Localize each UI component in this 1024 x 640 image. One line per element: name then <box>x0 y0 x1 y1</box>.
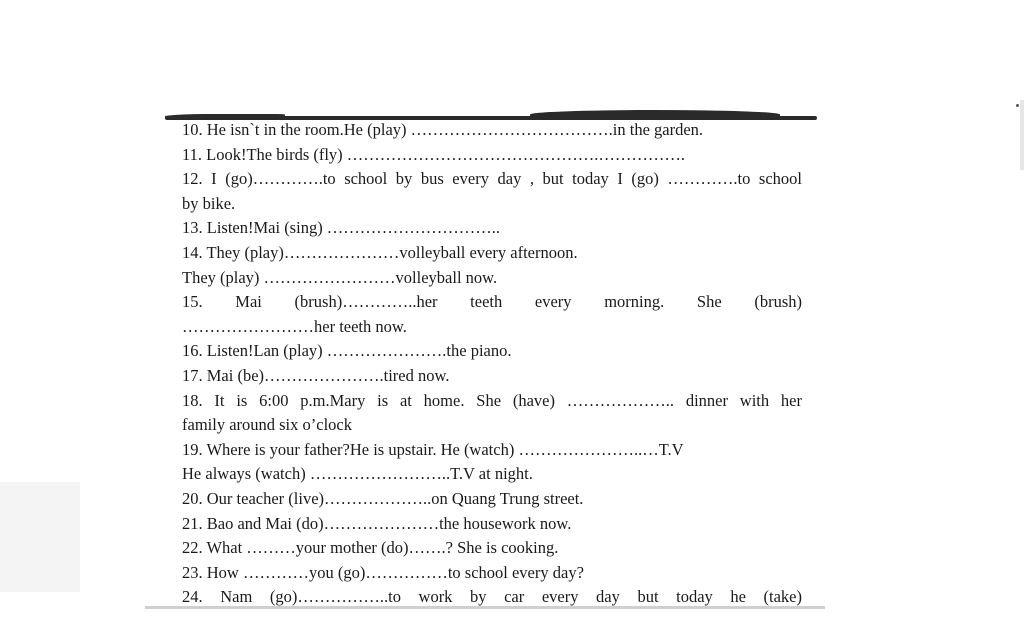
exercise-line: by bike. <box>182 193 236 213</box>
exercise-line: 12. I (go)………….to school by bus every day , but today I (go) ………….to school <box>182 169 802 189</box>
scan-edge-mark <box>1020 100 1024 170</box>
scan-dot <box>1016 104 1019 107</box>
exercise-line: 16. Listen!Lan (play) ………………….the piano. <box>182 341 512 361</box>
exercise-line: 19. Where is your father?He is upstair. He (watch) …………………..…T.V <box>182 439 684 459</box>
exercise-line: 10. He isn`t in the room.He (play) ……………………………….in the garden. <box>182 120 704 139</box>
exercise-line: ……………………her teeth now. <box>182 316 407 336</box>
exercise-line: They (play) ……………………volleyball now. <box>182 267 498 287</box>
exercise-line: 23. How …………you (go)……………to school every day? <box>182 562 584 582</box>
exercise-line: family around six o’clock <box>182 415 352 435</box>
scan-smudge <box>0 482 80 592</box>
exercise-line: 24. Nam (go)……………..to work by car every day but today he (take) <box>182 587 802 607</box>
exercise-line: 17. Mai (be)………………….tired now. <box>182 365 450 385</box>
exercise-line: 11. Look!The birds (fly) ……………………………………….……………. <box>182 144 686 164</box>
exercise-line: 15. Mai (brush)…………..her teeth every morning. She (brush) <box>182 292 802 312</box>
exercise-line: 14. They (play)…………………volleyball every afternoon. <box>182 242 578 262</box>
bottom-rule <box>145 606 825 609</box>
exercise-line: 13. Listen!Mai (sing) ………………………….. <box>182 218 501 238</box>
exercise-list <box>182 118 802 610</box>
exercise-line: 18. It is 6:00 p.m.Mary is at home. She (have) ……………….. dinner with her <box>182 390 802 410</box>
exercise-line: 21. Bao and Mai (do)…………………the housework now. <box>182 513 572 533</box>
exercise-line: 20. Our teacher (live)………………..on Quang Trung street. <box>182 488 584 508</box>
exercise-line: 22. What ………your mother (do)…….? She is cooking. <box>182 538 559 558</box>
exercise-line: He always (watch) ……………………..T.V at night. <box>182 464 533 484</box>
